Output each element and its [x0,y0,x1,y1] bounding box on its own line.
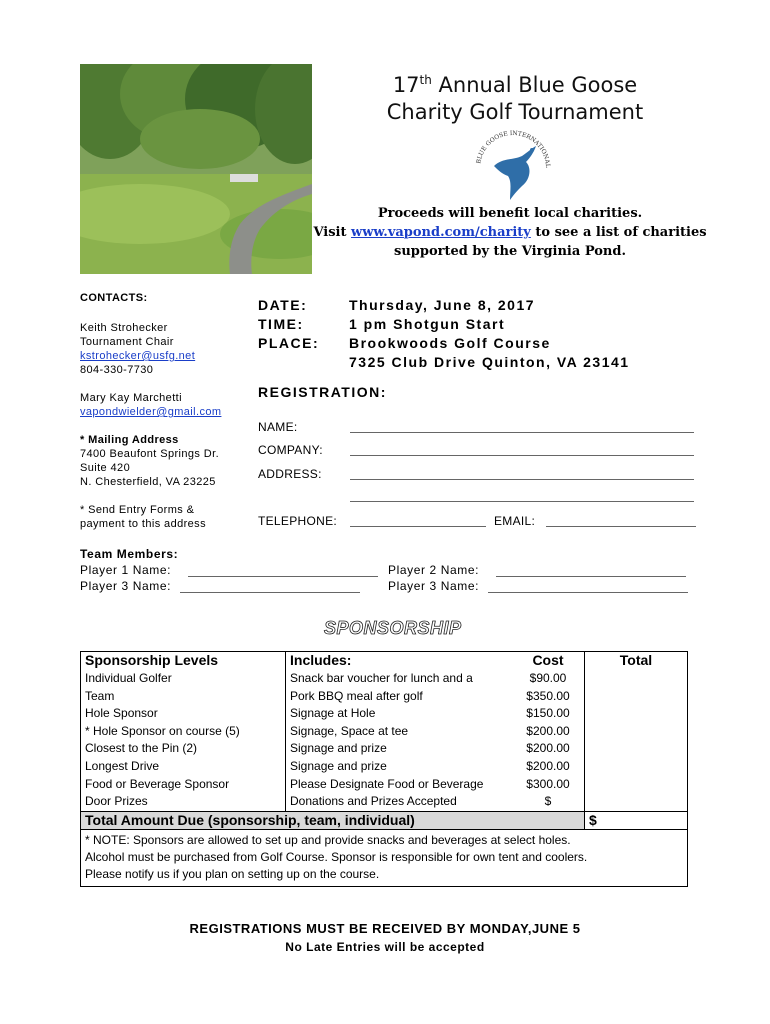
level-cell: Individual Golfer [81,670,286,688]
table-row [81,793,688,811]
total-cell[interactable] [585,688,688,706]
page-subtitle: Charity Golf Tournament [386,100,644,124]
email-field[interactable] [546,526,696,527]
contact-2: Mary Kay Marchetti vapondwielder@gmail.com [80,392,222,418]
table-row [81,776,688,794]
event-time: 1 pm Shotgun Start [349,316,506,332]
name-label: NAME: [258,420,298,434]
contact-1-email[interactable]: kstrohecker@usfg.net [80,350,196,362]
contacts-heading: CONTACTS: [80,292,148,304]
includes-cell: Pork BBQ meal after golf [286,688,513,706]
table-row [81,688,688,706]
cost-cell: $150.00 [526,706,570,721]
address-label: ADDRESS: [258,467,322,481]
level-cell: Food or Beverage Sponsor [81,776,286,794]
event-labels: DATE: TIME: PLACE: [258,297,320,351]
address-field-1[interactable] [350,479,694,480]
level-cell: Door Prizes [81,793,286,811]
team-heading: Team Members: [80,547,179,561]
table-row [81,705,688,723]
total-label: Total Amount Due (sponsorship, team, individual) [81,811,585,830]
deadline-notice: REGISTRATIONS MUST BE RECEIVED BY MONDAY,JUNE 5 [189,921,581,936]
table-row [81,723,688,741]
level-cell: Longest Drive [81,758,286,776]
player-3-label-b: Player 3 Name: [388,579,480,593]
telephone-label: TELEPHONE: [258,514,338,528]
telephone-field[interactable] [350,526,486,527]
page-title: 17th Annual Blue Goose [392,73,638,97]
table-row [81,758,688,776]
total-row [81,811,688,830]
event-values [349,296,630,372]
blue-goose-seal-logo [470,128,556,208]
header-includes: Includes: [286,652,513,671]
includes-cell: Snack bar voucher for lunch and a [286,670,513,688]
player-3-label-a: Player 3 Name: [80,579,172,593]
total-cell[interactable] [585,670,688,688]
event-date: Thursday, June 8, 2017 [349,297,536,313]
header-cost: Cost [512,652,585,671]
total-cell[interactable] [585,723,688,741]
level-cell: Hole Sponsor [81,705,286,723]
cost-cell: $300.00 [526,776,570,791]
includes-cell: Signage, Space at tee [286,723,513,741]
cost-cell: $200.00 [526,758,570,773]
table-row [81,670,688,688]
sponsorship-table [80,651,688,887]
total-cell[interactable] [585,776,688,794]
sponsorship-title: SPONSORSHIP [324,618,462,638]
proceeds-text: Proceeds will benefit local charities. Visit www.vapond.com/charity to see a list of charities supported by the Virginia Pond. [313,206,707,259]
level-cell: Team [81,688,286,706]
contact-2-email[interactable]: vapondwielder@gmail.com [80,406,222,418]
total-cell[interactable] [585,740,688,758]
cost-cell: $350.00 [526,688,570,703]
includes-cell: Donations and Prizes Accepted [286,793,513,811]
address-field-2[interactable] [350,501,694,502]
golf-course-photo [80,64,312,274]
charity-link[interactable]: www.vapond.com/charity [351,225,531,240]
total-cell[interactable] [585,705,688,723]
cost-cell: $ [544,794,552,809]
table-row [81,740,688,758]
total-amount-field[interactable]: $ [585,811,688,830]
player-1-field[interactable] [188,576,378,577]
name-field[interactable] [350,432,694,433]
includes-cell: Please Designate Food or Beverage [286,776,513,794]
sponsor-note: * NOTE: Sponsors are allowed to set up and provide snacks and beverages at select holes. Alcohol must be purchased from Golf Course. Sponsor is responsible for own tent and coolers. Please notify us if you plan on setting up on the course. [81,830,688,887]
event-place: Brookwoods Golf Course [349,335,551,351]
cost-cell: $200.00 [526,723,570,738]
total-cell[interactable] [585,793,688,811]
company-label: COMPANY: [258,443,323,457]
player-2-label: Player 2 Name: [388,563,480,577]
level-cell: Closest to the Pin (2) [81,740,286,758]
cost-cell: $200.00 [526,741,570,756]
player-3-field-b[interactable] [488,592,688,593]
send-forms-note: * Send Entry Forms & payment to this address [80,504,206,530]
player-3-field-a[interactable] [180,592,360,593]
company-field[interactable] [350,455,694,456]
contact-1: Keith Strohecker Tournament Chair kstrohecker@usfg.net 804-330-7730 [80,322,196,376]
includes-cell: Signage and prize [286,740,513,758]
late-entries-notice: No Late Entries will be accepted [285,940,485,954]
cost-cell: $90.00 [529,671,567,685]
player-2-field[interactable] [496,576,686,577]
header-levels: Sponsorship Levels [81,652,286,671]
email-label: EMAIL: [494,514,536,528]
sponsor-note-row [81,830,688,887]
registration-heading: REGISTRATION: [258,384,387,400]
level-cell: * Hole Sponsor on course (5) [81,723,286,741]
includes-cell: Signage at Hole [286,705,513,723]
header-total: Total [585,652,688,671]
total-cell[interactable] [585,758,688,776]
event-address: 7325 Club Drive Quinton, VA 23141 [349,354,630,370]
svg-text:BLUE GOOSE INTERNATIONAL: BLUE GOOSE INTERNATIONAL [475,129,552,169]
player-1-label: Player 1 Name: [80,563,172,577]
mailing-address: * Mailing Address 7400 Beaufont Springs Dr. Suite 420 N. Chesterfield, VA 23225 [80,434,220,488]
sponsorship-header-row [81,652,688,671]
includes-cell: Signage and prize [286,758,513,776]
